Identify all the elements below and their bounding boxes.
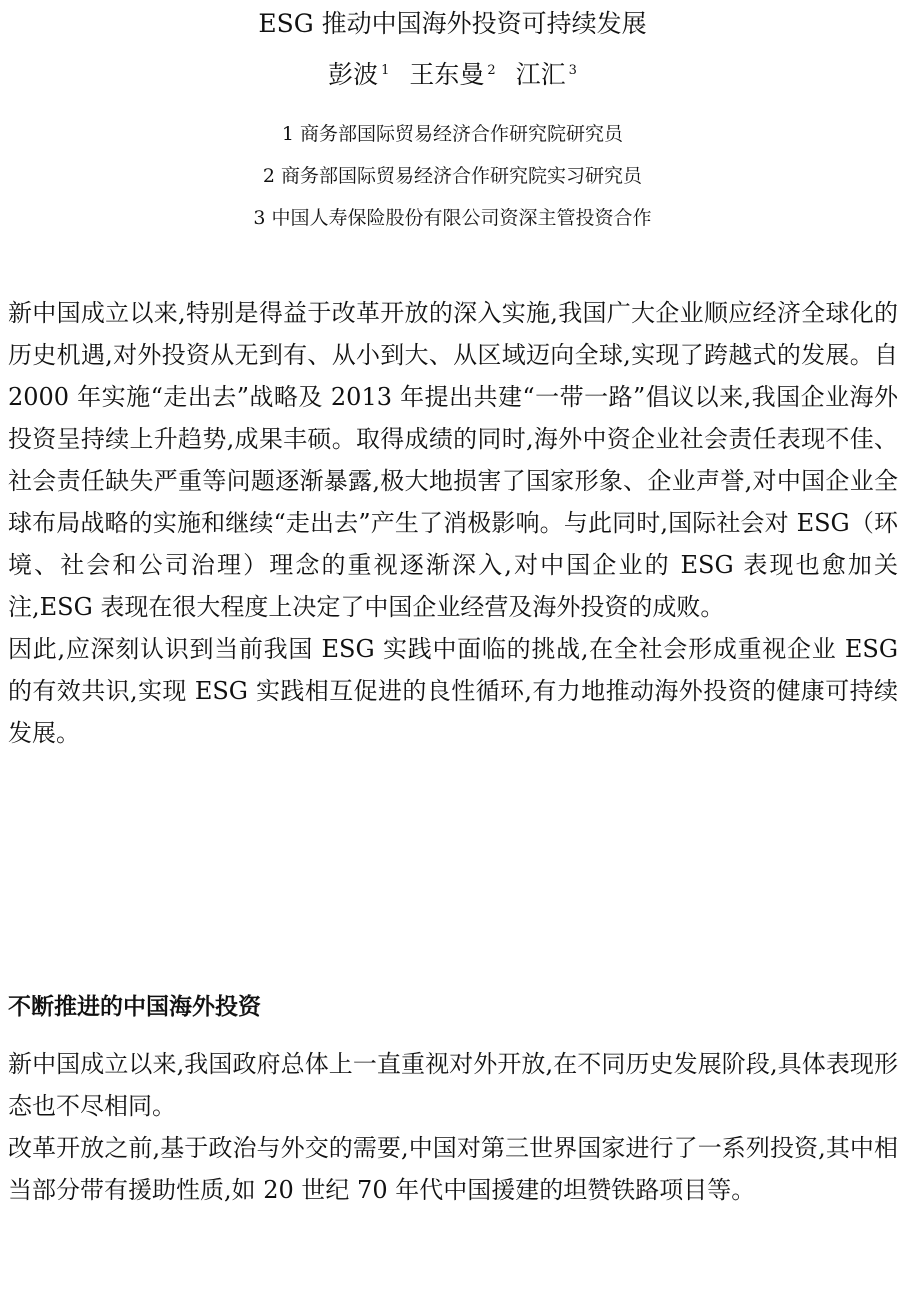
intro-body <box>8 292 898 754</box>
author-1 <box>328 58 389 92</box>
author-affiliation-mark: 2 <box>487 62 496 78</box>
affiliation-3: 3 中国人寿保险股份有限公司资深主管投资合作 <box>253 207 652 229</box>
affiliation-2: 2 商务部国际贸易经济合作研究院实习研究员 <box>262 165 643 187</box>
author-name: 彭波 <box>328 60 379 89</box>
author-name: 江汇 <box>515 60 566 89</box>
section-heading: 不断推进的中国海外投资 <box>8 994 261 1020</box>
article-title: ESG 推动中国海外投资可持续发展 <box>258 9 647 38</box>
intro-paragraph-2: 因此,应深刻认识到当前我国 ESG 实践中面临的挑战,在全社会形成重视企业 ESG 的有效共识,实现 ESG 实践相互促进的良性循环,有力地推动海外投资的健康可持续发展。 <box>8 635 898 747</box>
author-line <box>0 58 905 92</box>
author-3 <box>516 58 577 92</box>
author-affiliation-mark: 3 <box>568 62 577 78</box>
author-name: 王东曼 <box>409 60 485 89</box>
affiliation-list <box>0 113 905 239</box>
author-affiliation-mark: 1 <box>381 62 390 78</box>
section-paragraph-2: 改革开放之前,基于政治与外交的需要,中国对第三世界国家进行了一系列投资,其中相当部分带有援助性质,如 20 世纪 70 年代中国援建的坦赞铁路项目等。 <box>8 1134 898 1204</box>
intro-paragraph-1: 新中国成立以来,特别是得益于改革开放的深入实施,我国广大企业顺应经济全球化的历史机遇,对外投资从无到有、从小到大、从区域迈向全球,实现了跨越式的发展。自 2000 年实施“走出去”战略及 2013 年提出共建“一带一路”倡议以来,我国企业海外投资呈持续上升趋势,成果丰硕。取得成绩的同时,海外中资企业社会责任表现不佳、社会责任缺失严重等问题逐渐暴露,极大地损害了国家形象、企业声誉,对中国企业全球布局战略的实施和继续“走出去”产生了消极影响。与此同时,国际社会对 ESG（环境、社会和公司治理）理念的重视逐渐深入,对中国企业的 ESG 表现也愈加关注,ESG 表现在很大程度上决定了中国企业经营及海外投资的成败。 <box>8 299 898 621</box>
section-paragraph-1: 新中国成立以来,我国政府总体上一直重视对外开放,在不同历史发展阶段,具体表现形态也不尽相同。 <box>8 1050 898 1120</box>
affiliation-1: 1 商务部国际贸易经济合作研究院研究员 <box>281 123 624 145</box>
author-2 <box>409 58 495 92</box>
section-body <box>8 1043 898 1211</box>
